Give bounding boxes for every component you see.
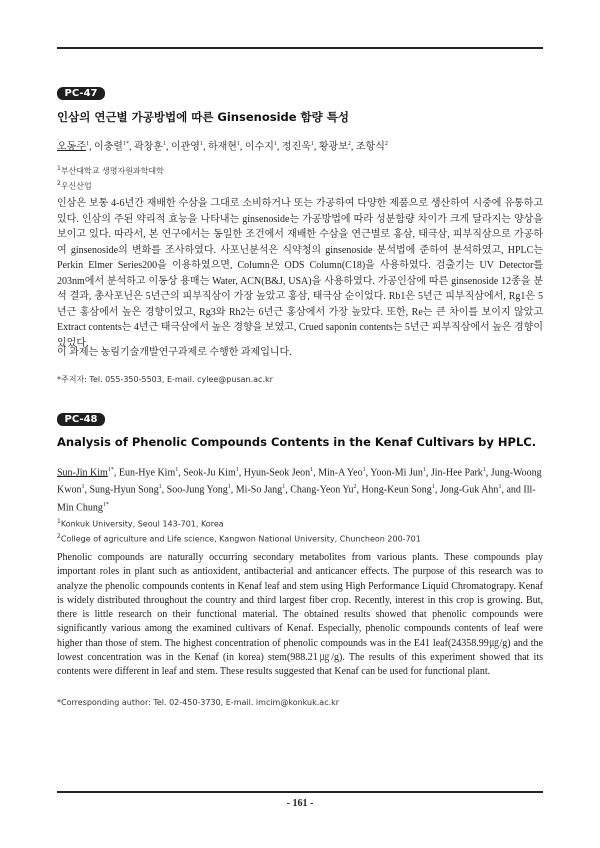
- author-affiliation-mark: 1: [199, 141, 203, 147]
- author-name: 곽창훈: [133, 141, 163, 153]
- author-name: Mi-So Jang: [235, 484, 283, 496]
- affiliation-text: 우신산업: [60, 181, 92, 191]
- author-name: 조항식: [355, 141, 385, 153]
- affiliation-text: College of agriculture and Life science, Kangwon National University, Chuncheon 200-701: [60, 534, 421, 544]
- author-affiliation-mark: 1: [158, 484, 162, 491]
- author-name: and Ill-Min Chung: [57, 484, 536, 513]
- author-affiliation-mark: 1: [162, 141, 166, 147]
- author-name: Seok-Ju Kim: [183, 467, 236, 479]
- author-name: 황광보: [318, 141, 348, 153]
- author-list: Sun-Jin Kim$^{1*}$, Eun-Hye Kim$^1$, Seok-Ju Kim$^1$, Hyun-Seok Jeon$^1$, Min-A Yeo$^1$, Yoon-Mi Jun$^1$, Jin-Hee Park$^1$, Jung-Woong Kwon$^1$, Sung-Hyun Song$^1$, Soo-Jung Yong$^1$, Mi-So Jang$^1$, Chang-Yeon Yu$^2$, Hong-Keun Song$^1$, Jong-Guk Ahn$^1$, and Ill-Min Chung$^{1*}$: [57, 467, 542, 513]
- corresponding-author: *Corresponding author: Tel. 02-450-3730, E-mail. imcim@konkuk.ac.kr: [57, 698, 340, 707]
- author-name: Jung-Woong Kwon: [57, 467, 542, 496]
- author-name: Soo-Jung Yong: [166, 484, 228, 496]
- affiliation-mark: 2: [57, 532, 61, 540]
- affiliation-list: [57, 163, 543, 192]
- abstract-title: Analysis of Phenolic Compounds Contents in the Kenaf Cultivars by HPLC.: [57, 435, 537, 449]
- author-affiliation-mark: 1: [310, 467, 314, 473]
- author-name: Hyun-Seok Jeon: [243, 467, 311, 479]
- affiliation-mark: 2: [57, 179, 61, 187]
- top-rule: [57, 47, 543, 49]
- author-affiliation-mark: 1: [310, 141, 314, 147]
- bottom-rule: [57, 791, 543, 793]
- author-name: 이관영: [170, 141, 200, 153]
- affiliation-text: Konkuk University, Seoul 143-701, Korea: [60, 519, 224, 529]
- author-affiliation-mark: 1*: [122, 141, 129, 147]
- author-affiliation-mark: 1: [498, 484, 502, 491]
- author-affiliation-mark: 1: [431, 484, 435, 491]
- author-list: 오동주$^1$, 이충렬$^{1*}$, 곽창훈$^1$, 이관영$^1$, 하재현$^1$, 이수지$^1$, 정진욱$^1$, 황광보$^2$, 조항식$^2$: [57, 141, 388, 153]
- affiliation-mark: 1: [57, 518, 61, 525]
- author-name: 이수지: [244, 141, 274, 153]
- author-name: Chang-Yeon Yu: [290, 484, 354, 496]
- abstract-body: Phenolic compounds are naturally occurring secondary metabolites from various plants. These compounds play important roles in plant such as antioxident, antibacterial and anticancer effects. The purpose of this research was to analyze the phenolic compounds contents in Kenaf leaf and stem using High Performance Liquid Chromatograpy. Kenaf is widely distributed throughout the country and third largest fiber crop. Recently, interest in this crop is growing. But, there is little research on their functional material. The obtained results showed that phenolic compounds were significantly various among the examined cultivars of Kenaf. Especially, phenolic compounds contents of leaf were higher than those of stem. The highest concentration of phenolic compounds was in the E41 leaf(24358.99㎍/g) and the lowest concentration was in the Kenaf (in korea) stem(988.21㎍/g). The results of this experiment showed that its contents were different in leaf and stem. These results suggested that Kenaf can be used for functional plant.: [57, 552, 543, 678]
- author-affiliation-mark: 1: [482, 467, 486, 473]
- affiliation-line: [57, 516, 543, 531]
- abstract-id-badge: PC-48: [57, 413, 105, 426]
- author-name: 정진욱: [281, 141, 311, 153]
- affiliation-text: 부산대학교 생명자원과학대학: [60, 166, 164, 176]
- author-name: Jong-Guk Ahn: [439, 484, 499, 496]
- author-affiliation-mark: 1: [235, 467, 239, 473]
- affiliation-line: [57, 178, 543, 193]
- affiliation-line: [57, 163, 543, 178]
- affiliation-list: [57, 516, 543, 545]
- author-affiliation-mark: 1*: [107, 467, 114, 473]
- author-name: Hong-Keun Song: [361, 484, 432, 496]
- author-affiliation-mark: 1: [81, 484, 85, 491]
- author-affiliation-mark: 2: [384, 141, 388, 147]
- author-affiliation-mark: 1*: [102, 501, 109, 508]
- author-name: Min-A Yeo: [318, 467, 363, 479]
- affiliation-line: [57, 531, 543, 546]
- author-affiliation-mark: 1: [422, 467, 426, 473]
- author-affiliation-mark: 2: [347, 141, 351, 147]
- abstract-title: 인삼의 연근별 가공방법에 따른 Ginsenoside 함량 특성: [57, 110, 349, 124]
- author-name: Eun-Hye Kim: [118, 467, 176, 479]
- author-affiliation-mark: 1: [236, 141, 240, 147]
- author-name: Jin-Hee Park: [430, 467, 483, 479]
- author-affiliation-mark: 1: [282, 484, 286, 491]
- acknowledgement: 이 과제는 농림기술개발연구과제로 수행한 과제입니다.: [57, 347, 292, 358]
- author-name: Yoon-Mi Jun: [370, 467, 423, 479]
- corresponding-author: *주저자: Tel. 055-350-5503, E-mail. cylee@pusan.ac.kr: [57, 375, 273, 384]
- author-affiliation-mark: 2: [353, 484, 357, 491]
- abstract-body: 인삼은 보통 4-6년간 재배한 수삼을 그대로 소비하거나 또는 가공하여 다양한 제품으로 생산하여 시중에 유통하고 있다. 인삼의 주된 약리적 효능을 나타내는 ginsenoside는 가공방법에 따라 성분함량 차이가 크게 달라지는 양상을 보이고 있다. 따라서, 본 연구에서는 동일한 조건에서 재배한 수삼을 연근별로 홍삼, 태극삼, 피부직삼으로 가공하여 ginsenoside의 변화를 조사하였다. 사포닌분석은 식약청의 ginsenoside 분석법에 준하여 분석하였고, HPLC는 Perkin Elmer Series200을 이용하였으면, Column은 ODS Column(C18)을 사용하였다. 검출기는 UV Detector를 203nm에서 분석하고 이동상 용매는 Water, ACN(B&J, USA)을 사용하였다. 가공인삼에 따른 ginsenoside 12종을 분석 결과, 총사포닌은 5년근의 피부직삼이 가장 높았고 홍삼, 태극삼 순이었다. Rb1은 5년근 피부직삼에서, Rg1은 5년근 홍삼에서 높은 경향이었고, Rg3와 Rh2는 6년근 홍삼에서 가장 높았다. 또한, Re는 큰 차이를 보이지 않았고 Extract contents는 4년근 태극삼에서 높은 경향을 보였고, Crued saponin contents는 5년근 피부직삼에서 높은 경향이 있었다.: [57, 198, 543, 349]
- author-name: 이충렬: [93, 141, 123, 153]
- author-name: 오동주: [57, 141, 86, 153]
- author-affiliation-mark: 1: [175, 467, 179, 473]
- author-name: Sung-Hyun Song: [89, 484, 159, 496]
- author-affiliation-mark: 1: [362, 467, 366, 473]
- affiliation-mark: 1: [57, 165, 61, 172]
- author-affiliation-mark: 1: [273, 141, 277, 147]
- page-number: - 161 -: [286, 798, 314, 809]
- author-name: 하재현: [207, 141, 237, 153]
- abstract-id-badge: PC-47: [57, 87, 105, 100]
- author-affiliation-mark: 1: [85, 141, 89, 147]
- author-name: Sun-Jin Kim: [57, 467, 108, 479]
- author-affiliation-mark: 1: [227, 484, 231, 491]
